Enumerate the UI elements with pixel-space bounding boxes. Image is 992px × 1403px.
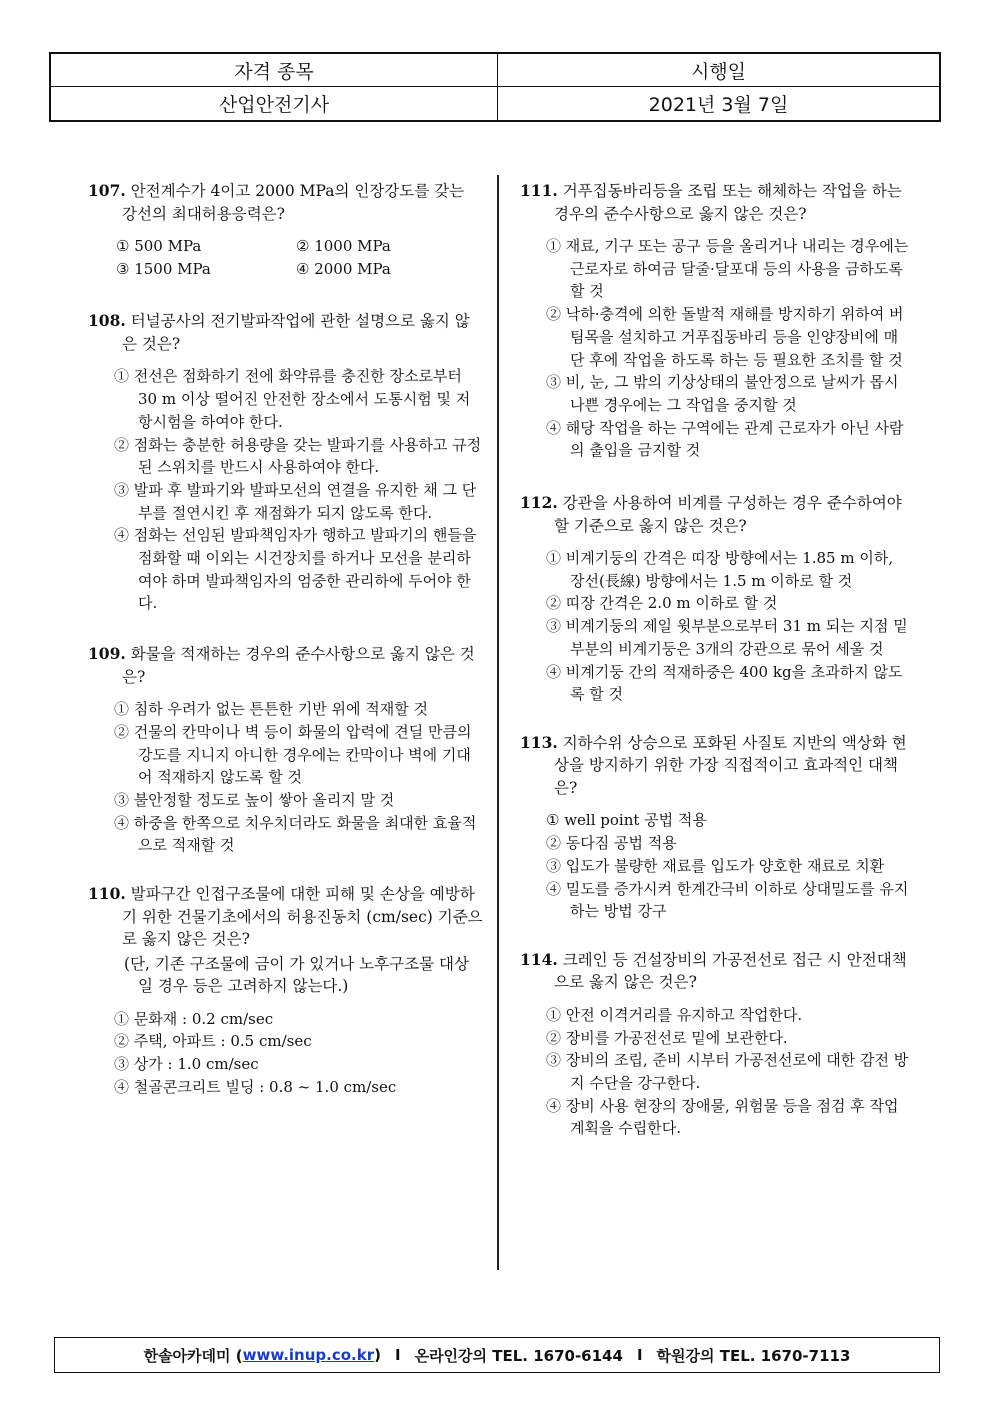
option-3: ③ 불안정할 정도로 높이 쌓아 올리지 말 것 — [114, 790, 395, 809]
question-text: 114. 크레인 등 건설장비의 가공전선로 접근 시 안전대책으로 옳지 않은 것은? — [520, 949, 907, 992]
question-text: 111. 거푸집동바리등을 조립 또는 해체하는 작업을 하는 경우의 준수사항으로 옳지 않은 것은? — [520, 181, 902, 223]
question-109 — [88, 643, 483, 857]
question-number: 111. — [520, 181, 558, 200]
right-column — [520, 180, 912, 1166]
option-4: ④ 밀도를 증가시켜 한계간극비 이하로 상대밀도를 유지하는 방법 강구 — [546, 879, 909, 921]
question-number: 109. — [88, 644, 126, 664]
option-4: ④ 점화는 선임된 발파책임자가 행하고 발파기의 핸들을 점화할 때 이외는 시건장치를 하거나 모선을 분리하여야 하며 발파책임자의 엄중한 관리하에 두어야 한다. — [114, 526, 477, 613]
option-4: ④ 하중을 한쪽으로 치우치더라도 화물을 최대한 효율적으로 적재할 것 — [114, 813, 477, 855]
option-1: ① 전선은 점화하기 전에 화약류를 충진한 장소로부터 30 m 이상 떨어진 안전한 장소에서 도통시험 및 저항시험을 하여야 한다. — [114, 367, 471, 431]
question-107 — [88, 180, 483, 280]
option-4: ④ 비계기둥 간의 적재하중은 400 kg을 초과하지 않도록 할 것 — [546, 662, 903, 704]
options — [88, 365, 483, 615]
option-2: ② 1000 MPa — [296, 237, 391, 255]
academy-name: 한솔아카데미 ( — [143, 1346, 243, 1365]
date-label: 시행일 — [497, 54, 939, 86]
online-phone: 온라인강의 TEL. 1670-6144 — [414, 1346, 623, 1365]
academy-suffix: ) — [374, 1346, 381, 1364]
question-text: 112. 강관을 사용하여 비계를 구성하는 경우 준수하여야 할 기준으로 옳지 않은 것은? — [520, 493, 902, 535]
footer-bar — [54, 1337, 940, 1373]
options — [520, 1004, 912, 1140]
option-1: ① 비계기둥의 간격은 띠장 방향에서는 1.85 m 이하, 장선(長線) 방향에서는 1.5 m 이하로 할 것 — [546, 549, 894, 590]
question-112 — [520, 492, 912, 706]
options — [88, 235, 483, 280]
question-number: 108. — [88, 311, 126, 331]
header-row-labels — [51, 54, 939, 87]
option-4: ④ 철골콘크리트 빌딩 : 0.8 ~ 1.0 cm/sec — [114, 1077, 397, 1096]
question-text: 110. 발파구간 인접구조물에 대한 피해 및 손상을 예방하기 위한 건물기초에서의 허용진동치 (cm/sec) 기준으로 옳지 않은 것은? — [88, 884, 483, 949]
options — [88, 698, 483, 857]
question-text: 108. 터널공사의 전기발파작업에 관한 설명으로 옳지 않은 것은? — [88, 311, 470, 353]
option-1: ① 침하 우려가 없는 튼튼한 기반 위에 적재할 것 — [114, 700, 428, 719]
option-2: ② 동다짐 공법 적용 — [546, 834, 677, 853]
options — [520, 235, 912, 462]
date-value: 2021년 3월 7일 — [497, 87, 939, 120]
header-table — [49, 52, 941, 122]
column-divider — [497, 175, 499, 1270]
options — [520, 809, 912, 923]
option-4: ④ 2000 MPa — [296, 259, 391, 278]
question-text: 109. 화물을 적재하는 경우의 준수사항으로 옳지 않은 것은? — [88, 644, 475, 686]
question-number: 112. — [520, 493, 558, 513]
question-number: 114. — [520, 949, 558, 969]
option-1: ① 500 MPa — [116, 237, 202, 255]
question-110 — [88, 883, 483, 1098]
question-text: 107. 안전계수가 4이고 2000 MPa의 인장강도를 갖는 강선의 최대허용응력은? — [88, 181, 465, 223]
option-3: ③ 장비의 조립, 준비 시부터 가공전선로에 대한 감전 방지 수단을 강구한다. — [546, 1051, 909, 1093]
separator-1: I — [394, 1346, 401, 1364]
question-note: (단, 기존 구조물에 금이 가 있거나 노후구조물 대상일 경우 등은 고려하지 않는다.) — [124, 954, 469, 996]
option-3: ③ 1500 MPa — [116, 259, 211, 278]
question-114 — [520, 949, 912, 1140]
question-108 — [88, 310, 483, 615]
question-number: 110. — [88, 884, 126, 904]
option-3: ③ 입도가 불량한 재료를 입도가 양호한 재료로 치환 — [546, 856, 885, 875]
option-2: ② 주택, 아파트 : 0.5 cm/sec — [114, 1032, 312, 1051]
option-4: ④ 장비 사용 현장의 장애물, 위험물 등을 점검 후 작업계획을 수립한다. — [546, 1096, 899, 1138]
header-row-values — [51, 87, 939, 120]
offline-phone: 학원강의 TEL. 1670-7113 — [656, 1346, 851, 1365]
subject-value: 산업안전기사 — [218, 94, 330, 116]
option-1: ① 문화재 : 0.2 cm/sec — [114, 1009, 274, 1028]
option-1: ① well point 공법 적용 — [546, 811, 707, 830]
option-4: ④ 해당 작업을 하는 구역에는 관계 근로자가 아닌 사람의 출입을 금지할 것 — [546, 418, 904, 460]
option-3: ③ 비, 눈, 그 밖의 기상상태의 불안정으로 날씨가 몹시 나쁜 경우에는 그 작업을 중지할 것 — [546, 373, 899, 414]
subject-label: 자격 종목 — [234, 60, 314, 83]
separator-2: I — [636, 1346, 643, 1364]
left-column — [88, 180, 483, 1124]
question-number: 107. — [88, 181, 126, 200]
option-2: ② 장비를 가공전선로 밑에 보관한다. — [546, 1028, 788, 1047]
option-2: ② 낙하·충격에 의한 돌발적 재해를 방지하기 위하여 버팀목을 설치하고 거푸집동바리 등을 인양장비에 매단 후에 작업을 하도록 하는 등 필요한 조치를 할 것 — [546, 305, 904, 369]
option-3: ③ 상가 : 1.0 cm/sec — [114, 1054, 259, 1073]
question-113 — [520, 732, 912, 923]
option-1: ① 재료, 기구 또는 공구 등을 올리거나 내리는 경우에는 근로자로 하여금 달줄·달포대 등의 사용을 금하도록 할 것 — [546, 237, 909, 301]
option-2: ② 점화는 충분한 허용량을 갖는 발파기를 사용하고 규정된 스위치를 반드시 사용하여야 한다. — [114, 435, 482, 477]
options — [88, 1008, 483, 1099]
question-111 — [520, 180, 912, 462]
option-3: ③ 발파 후 발파기와 발파모선의 연결을 유지한 채 그 단부를 절연시킨 후 재점화가 되지 않도록 한다. — [114, 480, 477, 522]
question-number: 113. — [520, 732, 558, 752]
option-2: ② 건물의 칸막이나 벽 등이 화물의 압력에 견딜 만큼의 강도를 지니지 아니한 경우에는 칸막이나 벽에 기대어 적재하지 않도록 할 것 — [114, 722, 472, 787]
option-2: ② 띠장 간격은 2.0 m 이하로 할 것 — [546, 594, 778, 613]
option-1: ① 안전 이격거리를 유지하고 작업한다. — [546, 1005, 803, 1024]
option-3: ③ 비계기둥의 제일 윗부분으로부터 31 m 되는 지점 밑부분의 비계기둥은 3개의 강관으로 묶어 세울 것 — [546, 617, 908, 658]
academy-link[interactable]: www.inup.co.kr — [242, 1346, 375, 1364]
options — [520, 547, 912, 706]
question-text: 113. 지하수위 상승으로 포화된 사질토 지반의 액상화 현상을 방지하기 위한 가장 직접적이고 효과적인 대책은? — [520, 732, 907, 797]
